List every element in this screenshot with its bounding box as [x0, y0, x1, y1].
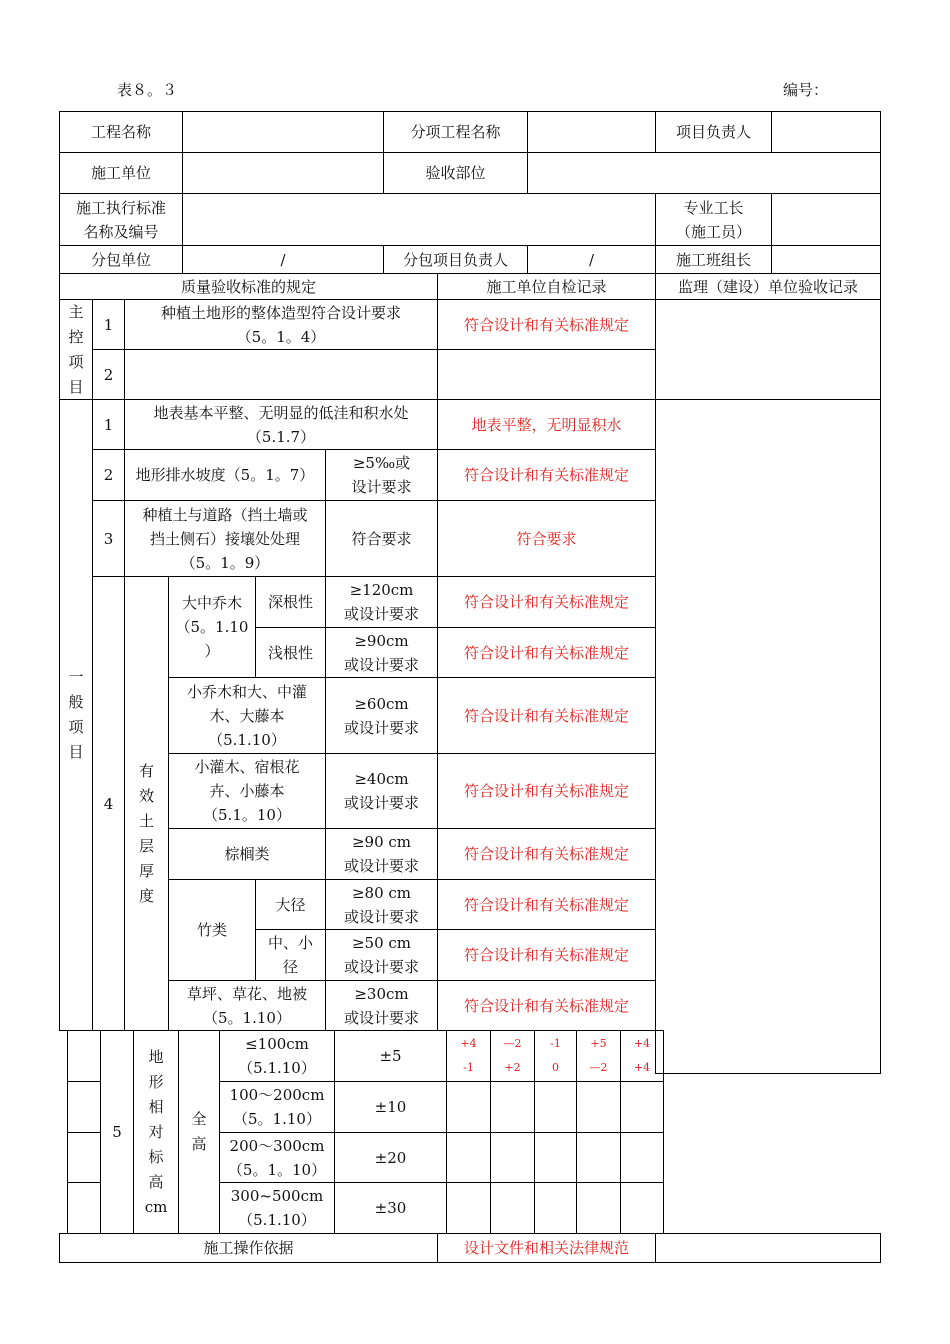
- height-range-4: 300~500cm （5.1.10）: [219, 1182, 335, 1234]
- shrubs-requirement: ≥40cm 或设计要求: [325, 753, 438, 829]
- general-row-4-no: 4: [92, 576, 125, 1031]
- palm-requirement: ≥90 cm 或设计要求: [325, 828, 438, 880]
- main-control-label: 主 控 项 目: [59, 299, 93, 400]
- general-row-3-requirement: 符合要求: [325, 500, 438, 577]
- table-number: 表８。３: [117, 81, 178, 99]
- project-leader-value[interactable]: [771, 111, 881, 153]
- operation-basis-label: 施工操作依据: [59, 1233, 438, 1263]
- project-name-value[interactable]: [182, 111, 384, 153]
- measurement-cell-empty[interactable]: [446, 1182, 491, 1234]
- small-trees-requirement: ≥60cm 或设计要求: [325, 677, 438, 754]
- sub-leader-label: 分包项目负责人: [383, 245, 528, 274]
- serial-label: 编号：: [783, 81, 829, 99]
- subcontractor-label: 分包单位: [59, 245, 183, 274]
- sub-project-name-value[interactable]: [527, 111, 656, 153]
- measurement-cell-3[interactable]: -1 0: [534, 1030, 577, 1082]
- shrubs-label: 小灌木、宿根花 卉、小藤本 （5.1。10）: [168, 753, 326, 829]
- bamboo-large-label: 大径: [255, 879, 326, 930]
- measurement-cell-empty[interactable]: [490, 1182, 535, 1234]
- height-range-3: 200～300cm （5。1。10）: [219, 1132, 335, 1183]
- measurement-cell-empty[interactable]: [446, 1132, 491, 1183]
- shallow-root-requirement: ≥90cm 或设计要求: [325, 627, 438, 678]
- height-tolerance-2: ±10: [334, 1081, 447, 1133]
- grass-label: 草坪、草花、地被 （5。1.10）: [168, 980, 326, 1031]
- general-row-1-result[interactable]: 地表平整，无明显积水: [437, 399, 656, 450]
- supervision-main-cell[interactable]: [655, 299, 881, 400]
- bamboo-small-label: 中、小 径: [255, 929, 326, 981]
- measurement-cell-empty[interactable]: [620, 1132, 664, 1183]
- measurement-cell-empty[interactable]: [576, 1132, 621, 1183]
- sub-leader-value[interactable]: /: [527, 245, 656, 274]
- standard-value[interactable]: [182, 193, 656, 246]
- measurement-cell-5[interactable]: +4 +4: [620, 1030, 664, 1082]
- measurement-cell-empty[interactable]: [490, 1132, 535, 1183]
- measurement-cell-empty[interactable]: [534, 1081, 577, 1133]
- general-row-5-no: 5: [100, 1030, 134, 1234]
- height-range-1: ≤100cm （5.1.10）: [219, 1030, 335, 1082]
- main-row-1-text: 种植土地形的整体造型符合设计要求 （5。1。4）: [124, 299, 438, 350]
- measurement-cell-empty[interactable]: [620, 1182, 664, 1234]
- acceptance-part-label: 验收部位: [383, 152, 528, 194]
- row-5-left-blank-4: [67, 1182, 101, 1234]
- row-5-left-blank-2: [67, 1081, 101, 1133]
- standard-label: 施工执行标准 名称及编号: [59, 193, 183, 246]
- height-tolerance-4: ±30: [334, 1182, 447, 1234]
- shallow-root-result[interactable]: 符合设计和有关标准规定: [437, 627, 656, 678]
- measurement-cell-4[interactable]: +5 —2: [576, 1030, 621, 1082]
- height-tolerance-3: ±20: [334, 1132, 447, 1183]
- deep-root-label: 深根性: [255, 576, 326, 628]
- row-5-left-blank-3: [67, 1132, 101, 1183]
- deep-root-result[interactable]: 符合设计和有关标准规定: [437, 576, 656, 628]
- general-row-2-result[interactable]: 符合设计和有关标准规定: [437, 449, 656, 501]
- general-row-2-no: 2: [92, 449, 125, 501]
- bamboo-large-requirement: ≥80 cm 或设计要求: [325, 879, 438, 930]
- height-tolerance-1: ±5: [334, 1030, 447, 1082]
- sub-project-name-label: 分项工程名称: [383, 111, 528, 153]
- measurement-cell-empty[interactable]: [620, 1081, 664, 1133]
- project-name-label: 工程名称: [59, 111, 183, 153]
- operation-basis-supervision[interactable]: [655, 1233, 881, 1263]
- measurement-cell-empty[interactable]: [534, 1132, 577, 1183]
- subcontractor-value[interactable]: /: [182, 245, 384, 274]
- main-row-2-no: 2: [92, 349, 125, 400]
- team-leader-value[interactable]: [771, 245, 881, 274]
- project-leader-label: 项目负责人: [655, 111, 772, 153]
- col-standard-header: 质量验收标准的规定: [59, 273, 438, 300]
- height-range-2: 100～200cm （5。1.10）: [219, 1081, 335, 1133]
- construction-unit-label: 施工单位: [59, 152, 183, 194]
- main-row-1-result[interactable]: 符合设计和有关标准规定: [437, 299, 656, 350]
- foreman-value[interactable]: [771, 193, 881, 246]
- measurement-cell-empty[interactable]: [534, 1182, 577, 1234]
- measurement-cell-empty[interactable]: [490, 1081, 535, 1133]
- measurement-cell-empty[interactable]: [576, 1182, 621, 1234]
- full-height-label: 全 高: [178, 1030, 220, 1234]
- team-leader-label: 施工班组长: [655, 245, 772, 274]
- measurement-cell-2[interactable]: —2 +2: [490, 1030, 535, 1082]
- main-row-2-text: [124, 349, 438, 400]
- col-self-check-header: 施工单位自检记录: [437, 273, 656, 300]
- foreman-label: 专业工长 （施工员）: [655, 193, 772, 246]
- relative-elevation-label: 地 形 相 对 标 高 cm: [133, 1030, 179, 1234]
- row-5-left-blank-1: [67, 1030, 101, 1082]
- acceptance-part-value[interactable]: [527, 152, 881, 194]
- bamboo-small-result[interactable]: 符合设计和有关标准规定: [437, 929, 656, 981]
- soil-thickness-label: 有 效 土 层 厚 度: [124, 576, 169, 1031]
- measurement-cell-1[interactable]: +4 -1: [446, 1030, 491, 1082]
- main-row-1-no: 1: [92, 299, 125, 350]
- trees-large-label: 大中乔木 （5。1.10 ）: [168, 576, 256, 678]
- grass-result[interactable]: 符合设计和有关标准规定: [437, 980, 656, 1031]
- main-row-2-result[interactable]: [437, 349, 656, 400]
- shallow-root-label: 浅根性: [255, 627, 326, 678]
- general-row-1-no: 1: [92, 399, 125, 450]
- shrubs-result[interactable]: 符合设计和有关标准规定: [437, 753, 656, 829]
- general-row-3-text: 种植土与道路（挡土墙或 挡土侧石）接壤处处理 （5。1。9）: [124, 500, 326, 577]
- supervision-general-cell[interactable]: [655, 399, 881, 1074]
- operation-basis-value[interactable]: 设计文件和相关法律规范: [437, 1233, 656, 1263]
- general-row-1-text: 地表基本平整、无明显的低洼和积水处 （5.1.7）: [124, 399, 438, 450]
- bamboo-small-requirement: ≥50 cm 或设计要求: [325, 929, 438, 981]
- deep-root-requirement: ≥120cm 或设计要求: [325, 576, 438, 628]
- small-trees-label: 小乔木和大、中灌 木、大藤本 （5.1.10）: [168, 677, 326, 754]
- palm-result[interactable]: 符合设计和有关标准规定: [437, 828, 656, 880]
- general-items-label: 一 般 项 目: [59, 399, 93, 1031]
- palm-label: 棕榈类: [168, 828, 326, 880]
- col-supervision-header: 监理（建设）单位验收记录: [655, 273, 881, 300]
- measurement-cell-empty[interactable]: [446, 1081, 491, 1133]
- general-row-3-result[interactable]: 符合要求: [437, 500, 656, 577]
- bamboo-label: 竹类: [168, 879, 256, 981]
- general-row-2-text: 地形排水坡度（5。1。7）: [124, 449, 326, 501]
- grass-requirement: ≥30cm 或设计要求: [325, 980, 438, 1031]
- general-row-3-no: 3: [92, 500, 125, 577]
- measurement-cell-empty[interactable]: [576, 1081, 621, 1133]
- small-trees-result[interactable]: 符合设计和有关标准规定: [437, 677, 656, 754]
- bamboo-large-result[interactable]: 符合设计和有关标准规定: [437, 879, 656, 930]
- construction-unit-value[interactable]: [182, 152, 384, 194]
- general-row-2-requirement: ≥5‰或 设计要求: [325, 449, 438, 501]
